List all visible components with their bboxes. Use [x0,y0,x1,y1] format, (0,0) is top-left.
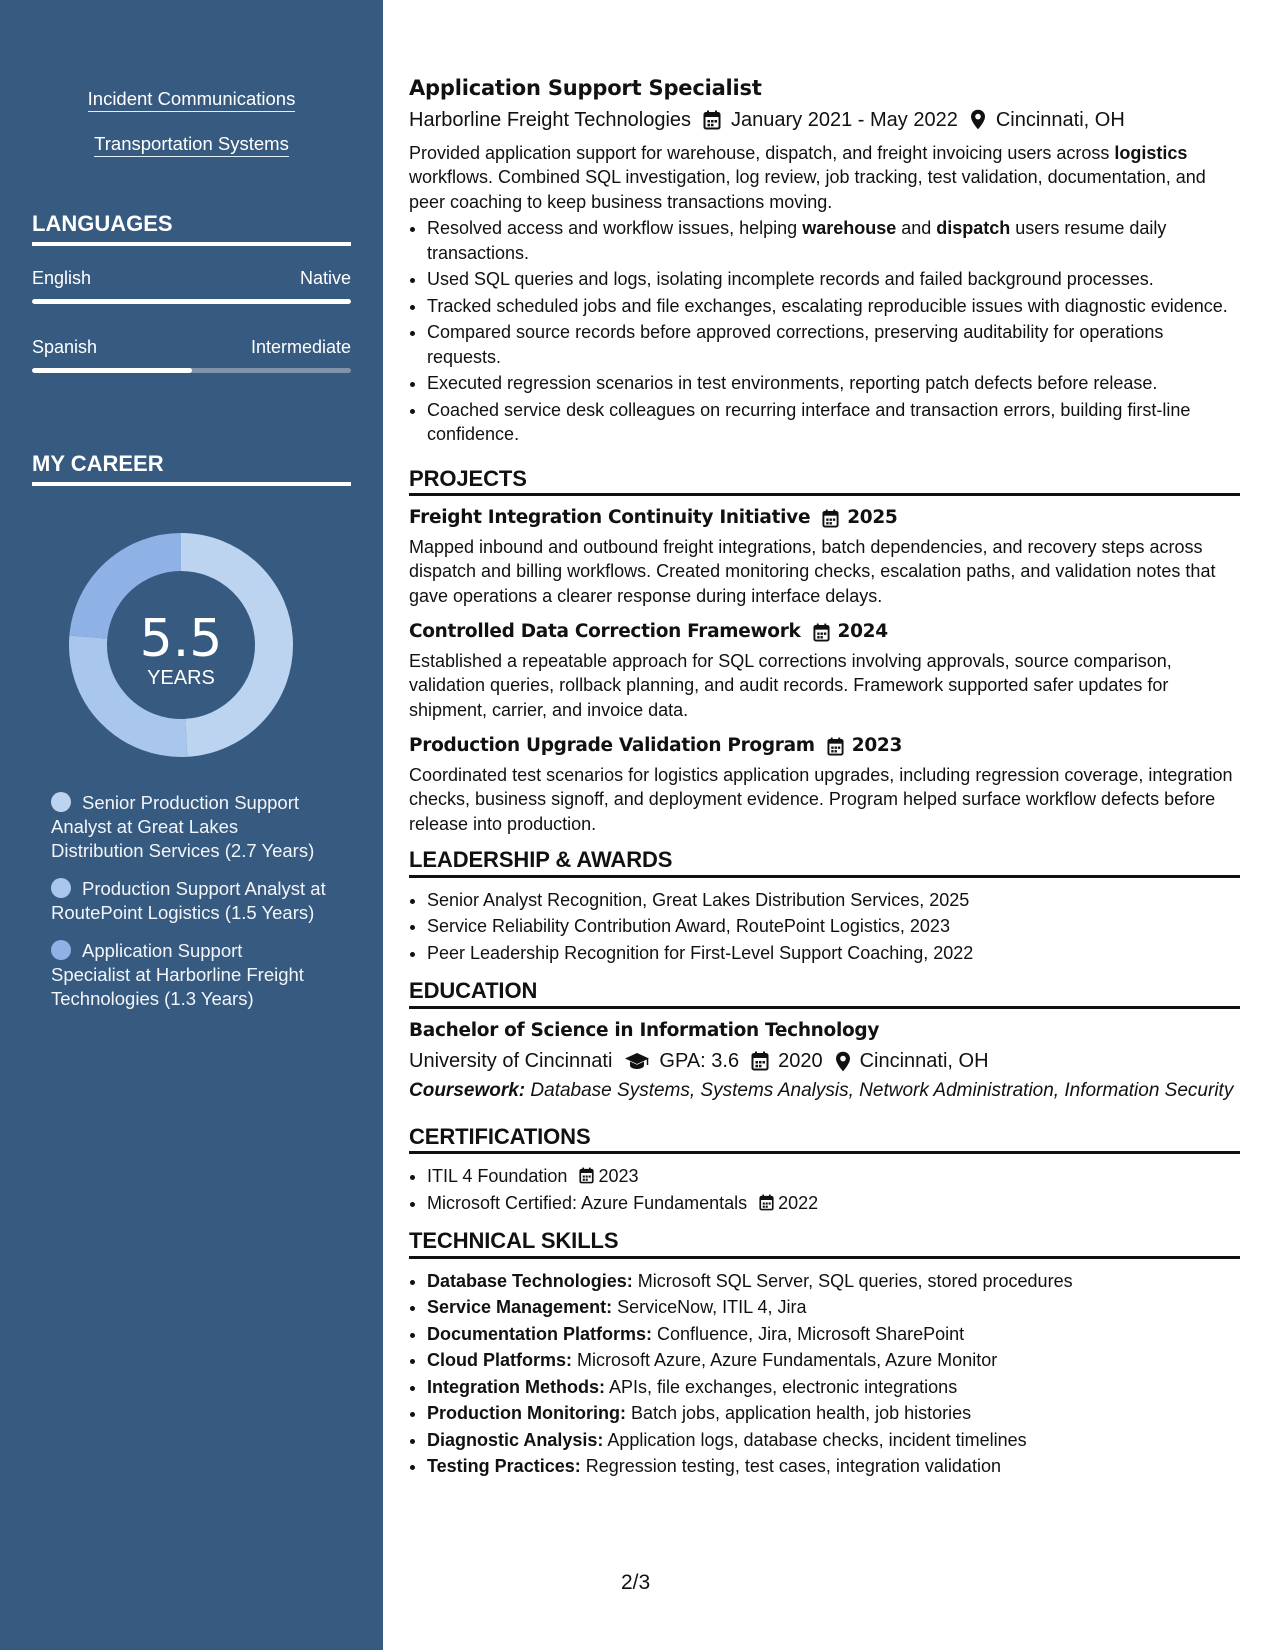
list-item: • Microsoft Certified: Azure Fundamentals 2022 [427,1191,1240,1216]
project-title: Freight Integration Continuity Initiative 2025 [409,506,1240,531]
job-dates: January 2021 - May 2022 [731,108,958,131]
project-year: 2024 [837,621,888,642]
awards-list [409,888,1240,966]
main-content [409,76,1240,1481]
certifications-list [409,1164,1240,1215]
list-item: • Used SQL queries and logs, isolating incomplete records and failed background processes. [427,267,1240,292]
language-bar-english [32,299,351,304]
language-bar-fill [32,368,192,373]
calendar-icon [703,110,721,130]
certifications-heading: CERTIFICATIONS [409,1125,1240,1155]
project-title: Production Upgrade Validation Program 2023 [409,734,1240,759]
education-meta [409,1049,1240,1074]
calendar-icon [813,623,830,642]
job-location: Cincinnati, OH [995,108,1125,131]
list-item: • Integration Methods: APIs, file exchanges, electronic integrations [427,1375,1240,1400]
school-location: Cincinnati, OH [859,1050,989,1072]
career-years-unit: YEARS [147,667,215,689]
job-meta [409,107,1240,133]
graduation-year: 2020 [778,1050,823,1072]
bullet-dot-icon [51,792,71,812]
calendar-icon [759,1194,774,1211]
career-heading: MY CAREER [32,451,351,486]
list-item: • Service Reliability Contribution Award, RoutePoint Logistics, 2023 [427,914,1240,939]
language-level: Native [299,268,351,288]
languages-heading: LANGUAGES [32,211,351,246]
language-bar-fill [32,299,351,304]
project-year: 2023 [851,735,903,756]
cert-year: 2022 [778,1192,819,1213]
list-item: • Database Technologies: Microsoft SQL Server, SQL queries, stored procedures [427,1269,1240,1294]
job-summary: Provided application support for warehouse, dispatch, and freight invoicing users across logistics workflows. Combined SQL investigation, log review, job tracking, test validation, documentation, and peer coaching to keep business transactions moving. [409,142,1206,212]
project-description: Coordinated test scenarios for logistics application upgrades, including regression coverage, integration checks, business signoff, and deployment evidence. Program helped surface workflow defects before release into production. [409,764,1233,834]
cert-year: 2023 [598,1166,639,1186]
language-level: Intermediate [250,337,351,357]
list-item: • Production Monitoring: Batch jobs, application health, job histories [427,1401,1240,1426]
education-heading: EDUCATION [409,979,1240,1009]
list-item: • Tracked scheduled jobs and file exchanges, escalating reproducible issues with diagnostic evidence. [427,294,1240,319]
list-item: • Service Management: ServiceNow, ITIL 4, Jira [427,1295,1240,1320]
career-item: Production Support Analyst at RoutePoint Logistics (1.5 Years) [51,878,326,923]
project-description: Mapped inbound and outbound freight integrations, batch dependencies, and recovery steps across dispatch and billing workflows. Created monitoring checks, escalation paths, and validation notes that gave operations a clearer response during interface delays. [409,536,1216,606]
list-item: • Compared source records before approved corrections, preserving auditability for operations requests. [427,320,1240,369]
sidebar [0,0,383,1650]
page-number: 2/3 [621,1571,651,1594]
map-pin-icon [970,109,986,130]
bullet-dot-icon [51,878,71,898]
gpa: GPA: 3.6 [659,1050,740,1072]
job-bullets [409,216,1240,447]
list-item: • Documentation Platforms: Confluence, Jira, Microsoft SharePoint [427,1322,1240,1347]
company-name: Harborline Freight Technologies [409,108,692,131]
list-item: • Coached service desk colleagues on recurring interface and transaction errors, building first-line confidence. [427,398,1240,447]
list-item: • Cloud Platforms: Microsoft Azure, Azure Fundamentals, Azure Monitor [427,1348,1240,1373]
calendar-icon [822,509,839,528]
project-year: 2025 [847,507,898,528]
skills-heading: TECHNICAL SKILLS [409,1229,1240,1259]
list-item: • ITIL 4 Foundation 2023 [427,1164,1240,1189]
language-bar-spanish [32,368,351,373]
project-title: Controlled Data Correction Framework 2024 [409,620,1240,645]
sidebar-link-transportation-systems[interactable]: Transportation Systems [0,133,383,155]
sidebar-link-incident-communications[interactable]: Incident Communications [0,88,383,110]
list-item: • Testing Practices: Regression testing, test cases, integration validation [427,1454,1240,1479]
projects-list [409,506,1240,836]
awards-heading: LEADERSHIP & AWARDS [409,848,1240,878]
calendar-icon [579,1167,594,1184]
bullet-dot-icon [51,940,71,960]
job-title: Application Support Specialist [409,76,762,100]
list-item: • Resolved access and workflow issues, helping warehouse and dispatch users resume daily transactions. [427,216,1240,265]
language-name: Spanish [32,337,98,357]
calendar-icon [751,1051,769,1071]
career-list [51,791,326,1025]
coursework: Coursework: Database Systems, Systems Analysis, Network Administration, Information Security [409,1079,1234,1101]
degree-title: Bachelor of Science in Information Technology [409,1019,880,1041]
career-item: Senior Production Support Analyst at Great Lakes Distribution Services (2.7 Years) [51,792,315,861]
graduation-cap-icon [624,1052,650,1070]
career-item: Application Support Specialist at Harborline Freight Technologies (1.3 Years) [51,940,304,1009]
language-row-english [32,268,351,289]
map-pin-icon [835,1051,851,1072]
skills-list [409,1269,1240,1479]
career-donut-chart [62,526,300,764]
list-item: • Diagnostic Analysis: Application logs, database checks, incident timelines [427,1428,1240,1453]
calendar-icon [827,737,844,756]
language-row-spanish [32,337,351,358]
list-item: • Executed regression scenarios in test environments, reporting patch defects before release. [427,371,1240,396]
list-item: • Senior Analyst Recognition, Great Lakes Distribution Services, 2025 [427,888,1240,913]
list-item: • Peer Leadership Recognition for First-Level Support Coaching, 2022 [427,941,1240,966]
projects-heading: PROJECTS [409,467,1240,497]
school-name: University of Cincinnati [409,1050,613,1072]
project-description: Established a repeatable approach for SQL corrections involving approvals, source comparison, validation queries, rollback planning, and audit records. Framework supported safer updates for shipment, carrier, and invoice data. [409,650,1172,720]
career-years-value: 5.5 [139,609,223,669]
language-name: English [32,268,92,288]
